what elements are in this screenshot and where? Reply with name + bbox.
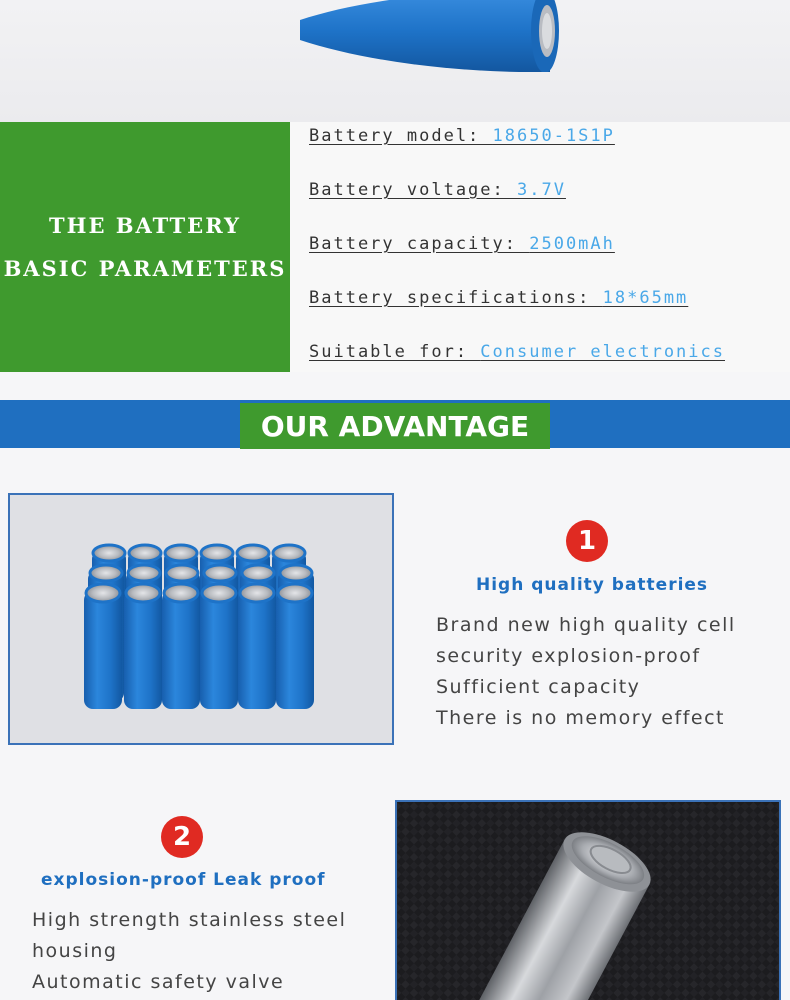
parameters-title-line2: BASIC PARAMETERS — [3, 256, 287, 281]
feature-line: Sufficient capacity — [436, 676, 641, 698]
param-row-voltage — [309, 180, 566, 200]
feature-line: housing — [32, 940, 118, 962]
advantage-banner — [240, 403, 550, 449]
feature-number-badge-2: 2 — [161, 816, 203, 858]
param-row-specifications — [309, 288, 688, 308]
feature-line: There is no memory effect — [436, 707, 725, 729]
steel-housing-photo — [395, 800, 781, 1000]
parameters-title-panel — [0, 122, 290, 372]
feature-title-2: explosion-proof Leak proof — [41, 870, 326, 890]
feature-title-1: High quality batteries — [476, 575, 709, 595]
advantage-title: OUR ADVANTAGE — [260, 409, 530, 443]
param-row-capacity — [309, 234, 615, 254]
feature-line: Automatic safety valve — [32, 971, 285, 993]
param-row-suitable-for — [309, 342, 725, 362]
param-value: Consumer electronics — [480, 342, 725, 362]
battery-cell-illustration — [300, 0, 570, 72]
param-label: Suitable for: — [309, 342, 481, 362]
param-label: Battery capacity: — [309, 234, 530, 254]
feature-line: security explosion-proof — [436, 645, 701, 667]
battery-pack-photo — [8, 493, 394, 745]
param-value: 18*65mm — [602, 288, 689, 308]
param-label: Battery voltage: — [309, 180, 517, 200]
feature-line: High strength stainless steel — [32, 909, 347, 931]
hero-product-image — [0, 0, 790, 122]
feature-description-2 — [32, 905, 346, 998]
parameters-list — [290, 122, 790, 372]
feature-description-1 — [436, 610, 736, 734]
feature-line: Brand new high quality cell — [436, 614, 736, 636]
battery-parameters-section — [0, 122, 790, 372]
feature-number-badge-1: 1 — [566, 520, 608, 562]
param-label: Battery model: — [309, 126, 493, 146]
param-row-model — [309, 126, 615, 146]
steel-cell-illustration — [397, 802, 779, 1000]
param-value: 3.7V — [517, 180, 566, 200]
param-value: 2500mAh — [529, 234, 615, 254]
battery-pack-illustration — [10, 495, 392, 743]
parameters-title-line1: THE BATTERY — [49, 213, 241, 238]
param-value: 18650-1S1P — [492, 126, 615, 146]
param-label: Battery specifications: — [309, 288, 603, 308]
